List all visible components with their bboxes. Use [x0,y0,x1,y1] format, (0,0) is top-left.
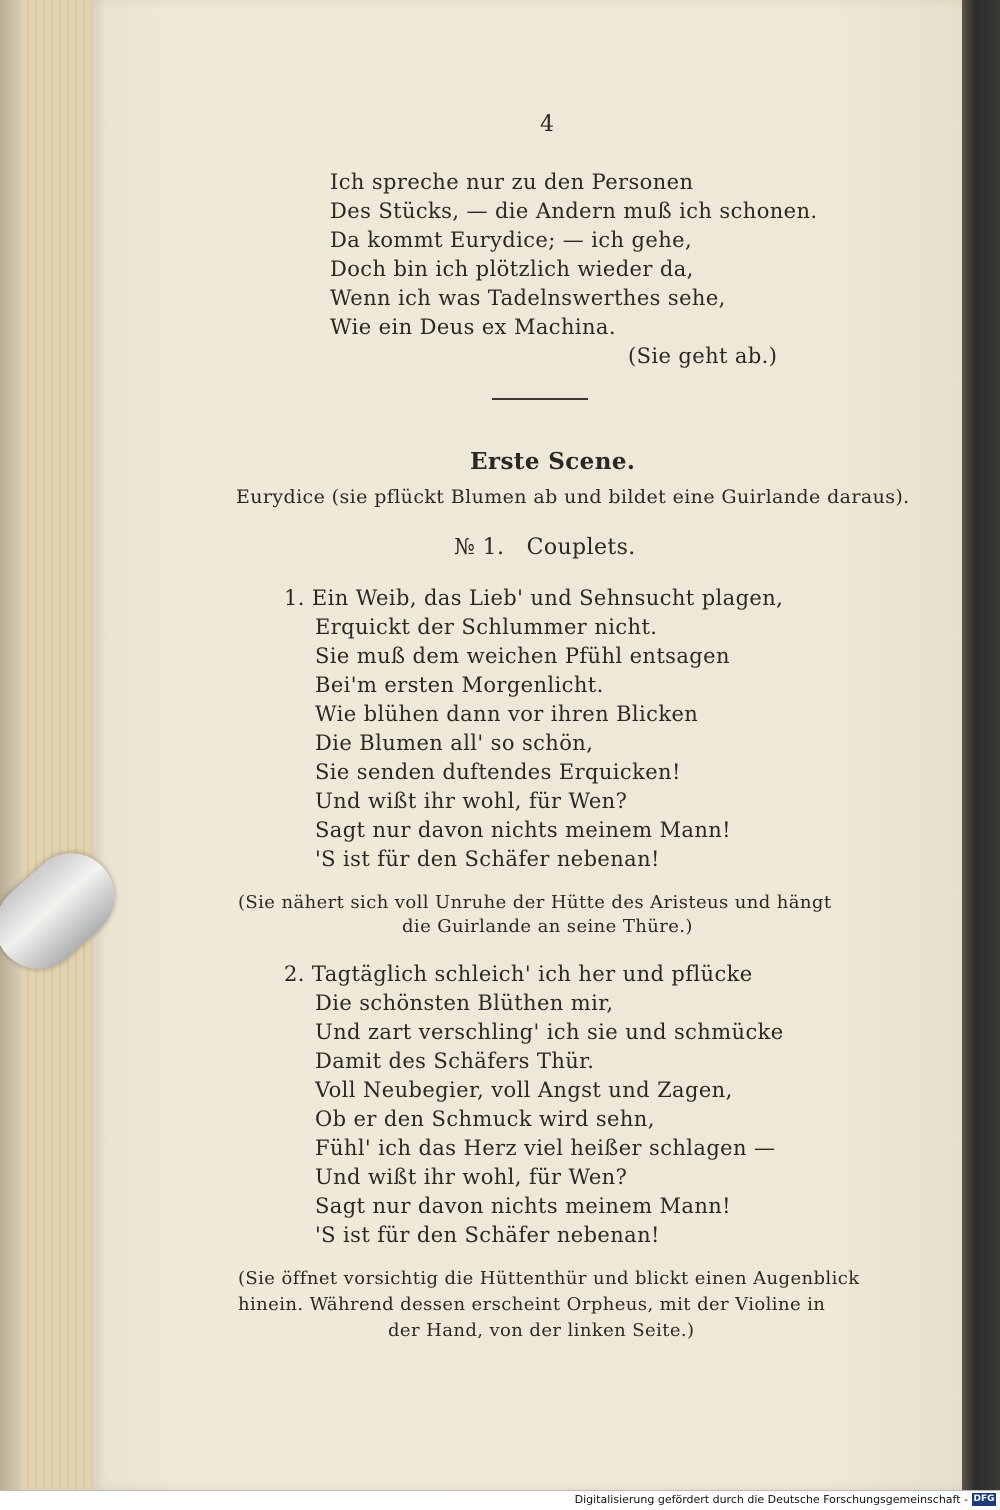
prologue-line: Wie ein Deus ex Machina. [330,315,616,339]
dfg-logo-icon: DFG [973,1494,995,1504]
number-title: № 1. Couplets. [454,535,636,560]
digitization-footer [0,1490,1000,1510]
scan-right-border [962,0,1000,1490]
verse2-line: 2. Tagtäglich schleich' ich her und pflücke [284,962,753,986]
footer-credit: Digitalisierung gefördert durch die Deutsche Forschungsgemeinschaft - [574,1493,968,1506]
verse2-line: Fühl' ich das Herz viel heißer schlagen — [315,1136,776,1160]
prologue-line: Des Stücks, — die Andern muß ich schonen. [330,199,818,223]
verse1-line: Bei'm ersten Morgenlicht. [315,673,604,697]
verse1-line: Sie senden duftendes Erquicken! [315,760,681,784]
prologue-line: Da kommt Eurydice; — ich gehe, [330,228,693,252]
page-stack-edge [22,0,92,1490]
verse2-line: Und wißt ihr wohl, für Wen? [315,1165,628,1189]
stage-direction: (Sie nähert sich voll Unruhe der Hütte des Aristeus und hängt [238,892,832,913]
stage-direction: die Guirlande an seine Thüre.) [402,916,693,937]
page-number: 4 [540,112,555,137]
verse1-line: 'S ist für den Schäfer nebenan! [315,847,660,871]
verse1-line: Die Blumen all' so schön, [315,731,594,755]
verse1-line: 1. Ein Weib, das Lieb' und Sehnsucht plagen, [284,586,784,610]
book-page [92,0,962,1490]
verse1-line: Und wißt ihr wohl, für Wen? [315,789,628,813]
scene-title: Erste Scene. [470,448,636,475]
book-spine-edge [0,0,22,1490]
prologue-line: Doch bin ich plötzlich wieder da, [330,257,694,281]
section-divider [492,398,588,400]
exit-direction: (Sie geht ab.) [628,344,778,368]
prologue-line: Ich spreche nur zu den Personen [330,170,694,194]
verse2-line: 'S ist für den Schäfer nebenan! [315,1223,660,1247]
verse2-line: Sagt nur davon nichts meinem Mann! [315,1194,732,1218]
verse1-line: Sie muß dem weichen Pfühl entsagen [315,644,730,668]
verse2-line: Voll Neubegier, voll Angst und Zagen, [315,1078,733,1102]
stage-direction: der Hand, von der linken Seite.) [388,1320,695,1341]
verse2-line: Damit des Schäfers Thür. [315,1049,595,1073]
stage-direction: (Sie öffnet vorsichtig die Hüttenthür und blickt einen Augenblick [238,1268,860,1289]
verse2-line: Und zart verschling' ich sie und schmücke [315,1020,784,1044]
scene-direction: Eurydice (sie pflückt Blumen ab und bildet eine Guirlande daraus). [236,486,910,508]
verse2-line: Die schönsten Blüthen mir, [315,991,614,1015]
verse1-line: Sagt nur davon nichts meinem Mann! [315,818,732,842]
prologue-line: Wenn ich was Tadelnswerthes sehe, [330,286,726,310]
stage-direction: hinein. Während dessen erscheint Orpheus, mit der Violine in [238,1294,826,1315]
verse1-line: Erquickt der Schlummer nicht. [315,615,658,639]
verse1-line: Wie blühen dann vor ihren Blicken [315,702,699,726]
verse2-line: Ob er den Schmuck wird sehn, [315,1107,655,1131]
